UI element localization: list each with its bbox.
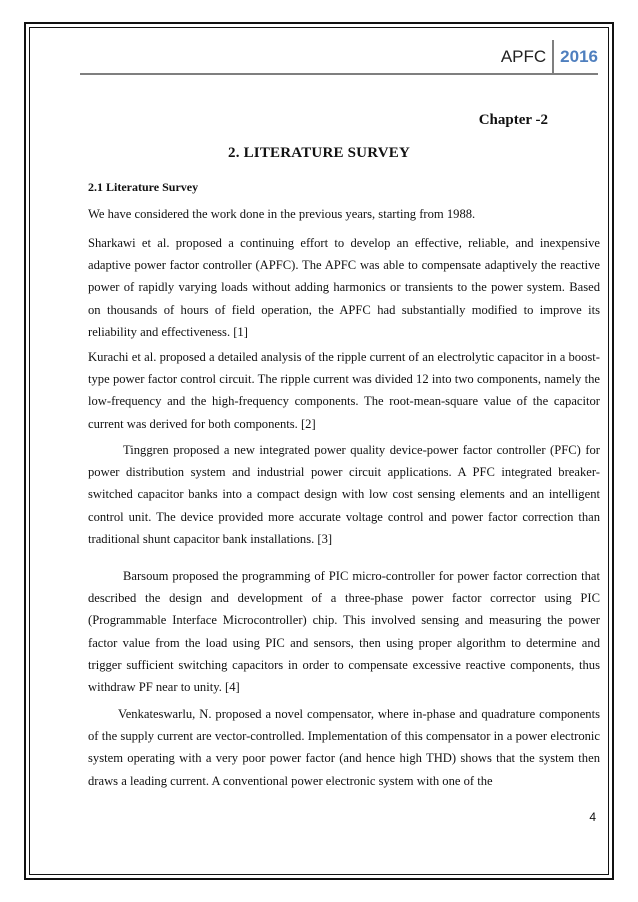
header-rule	[80, 73, 598, 75]
header-title: APFC	[500, 47, 547, 66]
paragraph-text: Kurachi et al. proposed a detailed analysis of the ripple current of an electrolytic capacitor in a boost-type power factor control circuit. The ripple current was divided 12 into two components, namely the low-frequency and the high-frequency components. The root-mean-square value of the capacitor current was derived for both components. [2]	[88, 350, 600, 431]
paragraph-barsoum	[88, 565, 600, 698]
paragraph-kurachi	[88, 346, 600, 435]
paragraph-text: Venkateswarlu, N. proposed a novel compensator, where in-phase and quadrature components of the supply current are vector-controlled. Implementation of this compensator in a power electronic system operating with a very poor power factor (and hence high THD) shows that the system then draws a leading current. A conventional power electronic system with one of the	[88, 707, 600, 788]
paragraph-intro	[88, 203, 600, 225]
paragraph-venkateswarlu	[88, 703, 600, 792]
paragraph-sharkawi	[88, 232, 600, 343]
section-title: 2. LITERATURE SURVEY	[228, 145, 410, 161]
header-year: 2016	[560, 47, 598, 66]
page-number: 4	[589, 810, 596, 824]
subsection-heading: 2.1 Literature Survey	[88, 180, 199, 194]
paragraph-text: We have considered the work done in the previous years, starting from 1988.	[88, 207, 476, 221]
paragraph-text: Sharkawi et al. proposed a continuing effort to develop an effective, reliable, and inexpensive adaptive power factor controller (APFC). The APFC was able to compensate adaptively the reactive power of rapidly varying loads without adding harmonics or transients to the power system. Based on thousands of hours of field operation, the APFC had substantially modified to improve its reliability and effectiveness. [1]	[88, 236, 600, 339]
chapter-label: Chapter -2	[478, 112, 548, 128]
paragraph-text: Tinggren proposed a new integrated power quality device-power factor controller (PFC) for power distribution system and industrial power circuit applications. A PFC integrated breaker-switched capacitor banks into a compact design with low cost sensing elements and an intelligent control unit. The device provided more accurate voltage control and power factor correction than traditional shunt capacitor bank installations. [3]	[88, 443, 600, 546]
paragraph-tinggren	[88, 439, 600, 550]
page-header	[501, 40, 598, 74]
paragraph-text: Barsoum proposed the programming of PIC micro-controller for power factor correction that described the design and development of a three-phase power factor corrector using PIC (Programmable Interface Microcontroller) chip. This involved sensing and measuring the power factor value from the load using PIC and sensors, then using proper algorithm to determine and trigger sufficient switching capacitors in order to compensate excessive reactive components, thus withdraw PF near to unity. [4]	[88, 569, 600, 695]
